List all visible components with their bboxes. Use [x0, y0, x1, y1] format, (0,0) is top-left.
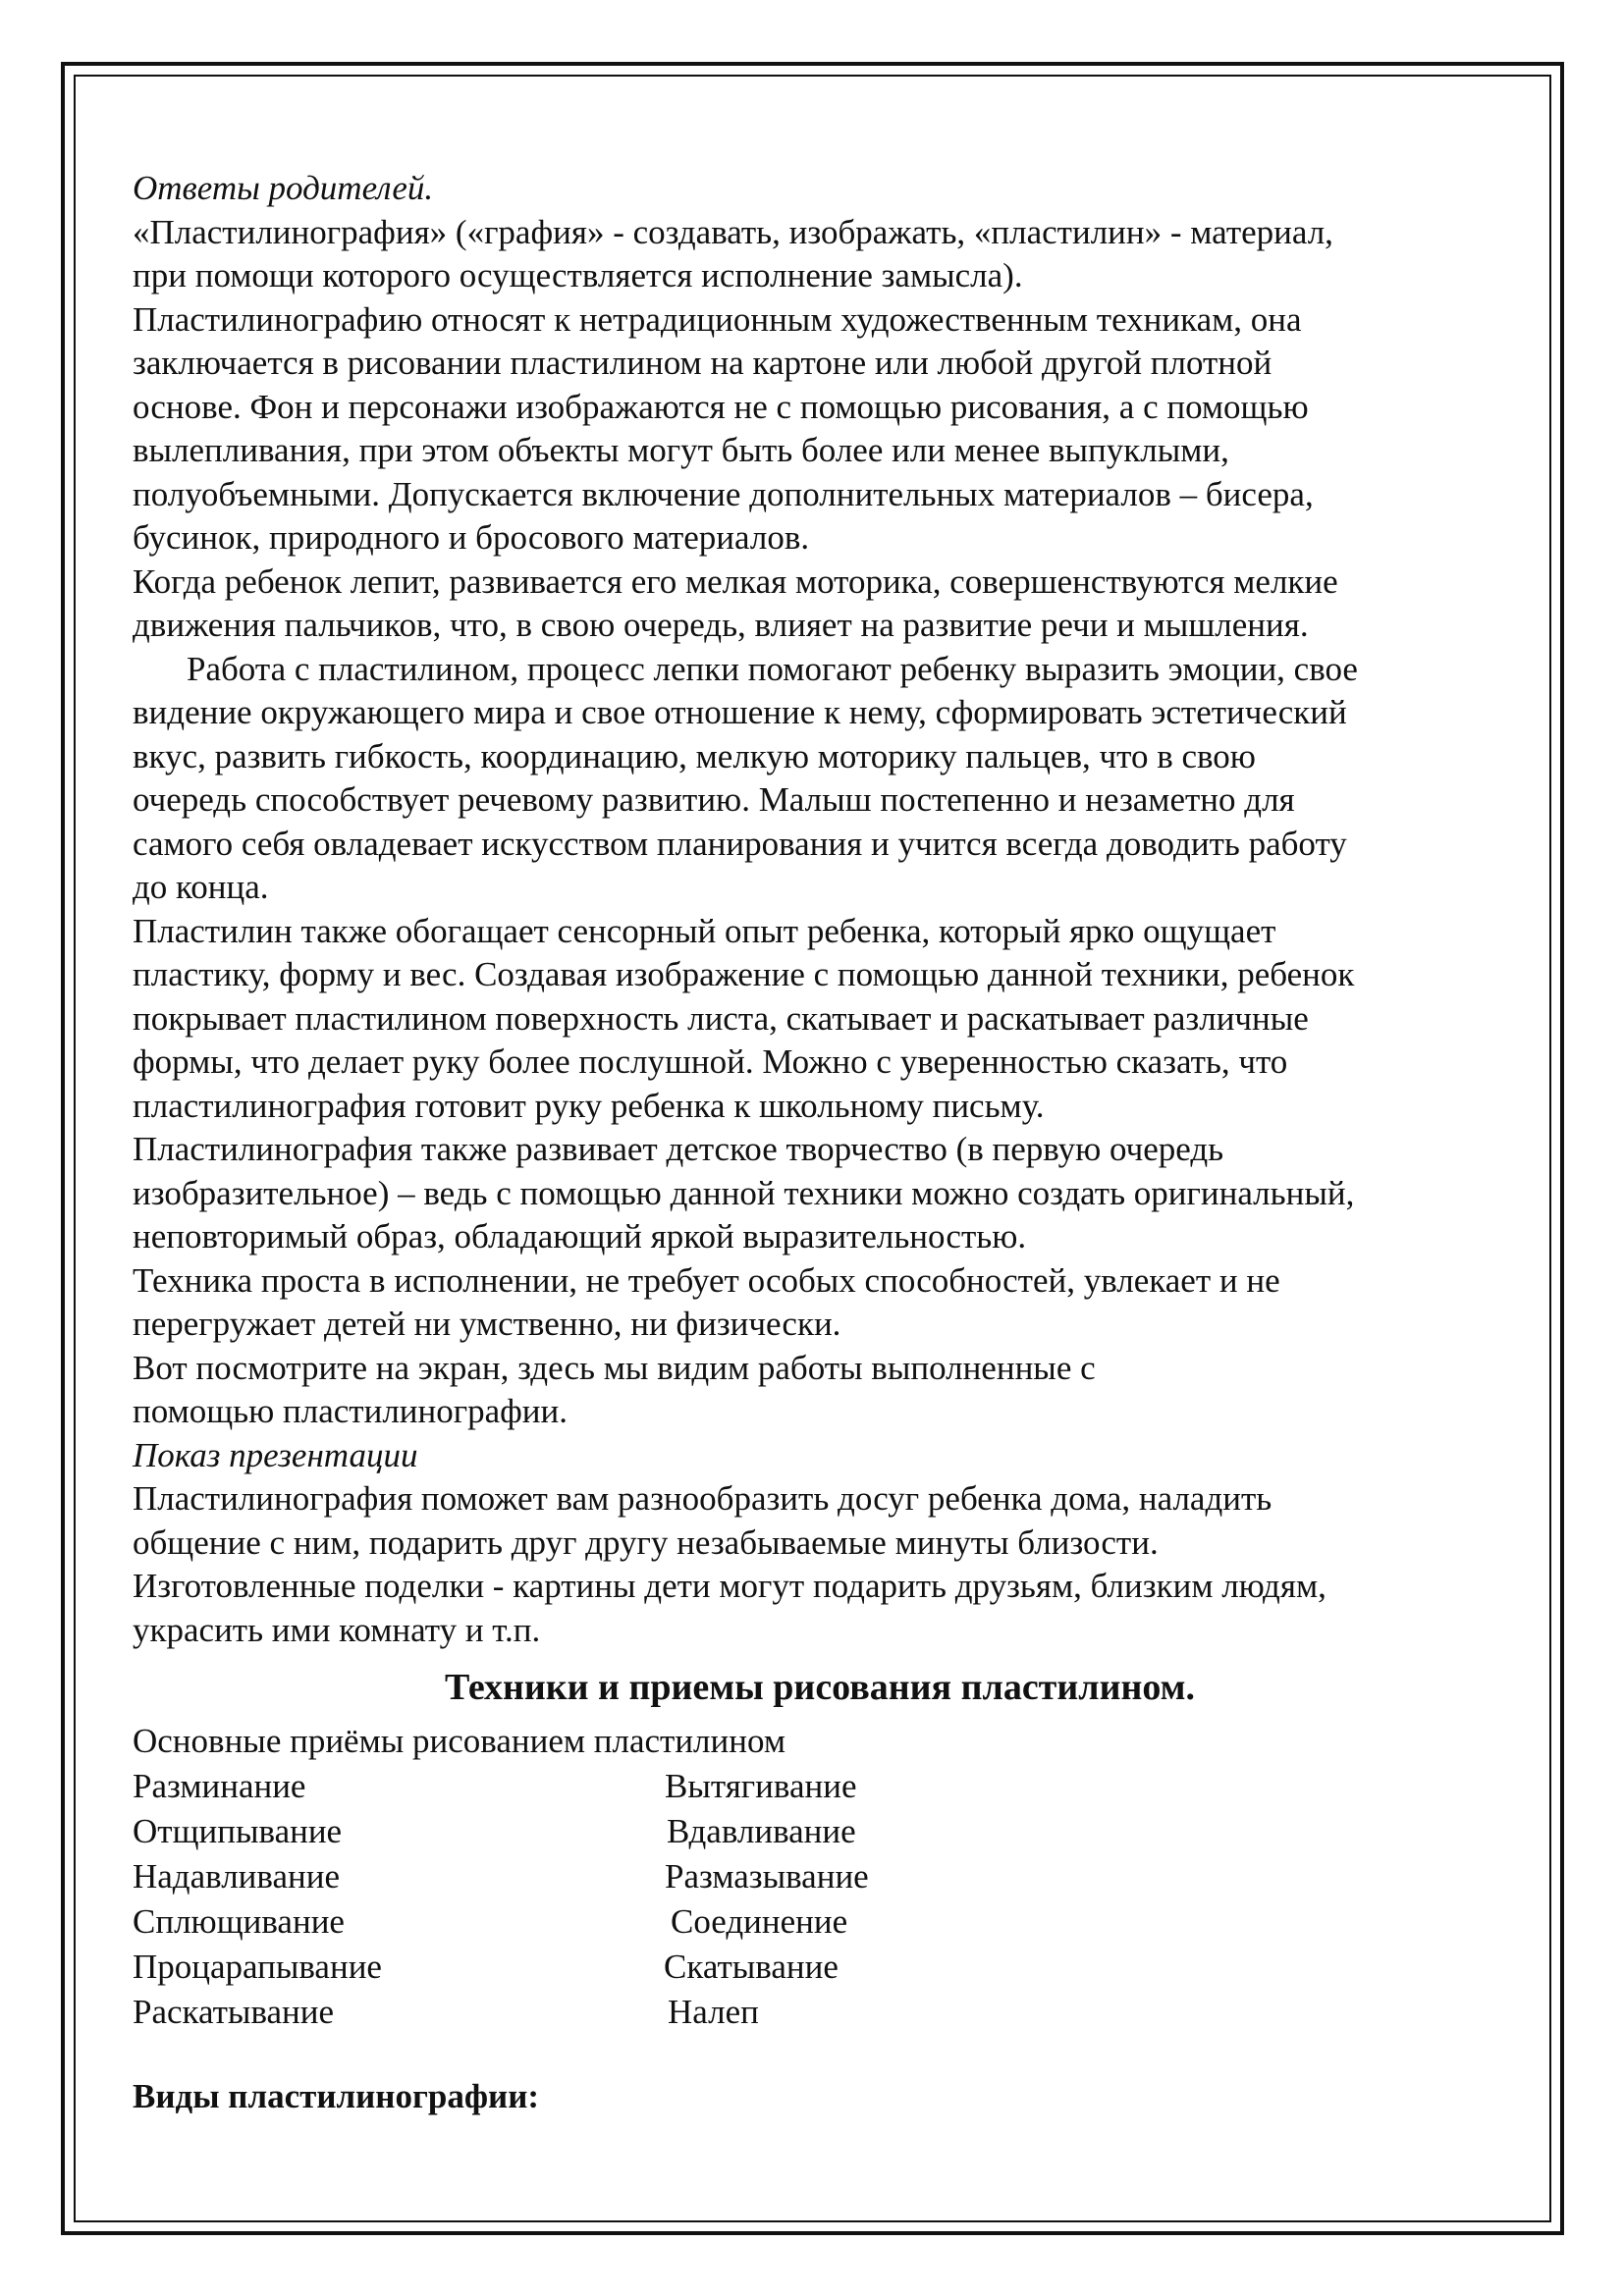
- technique-right-item: Вытягивание: [665, 1767, 857, 1805]
- paragraph-line: перегружает детей ни умственно, ни физически.: [133, 1305, 841, 1343]
- paragraph-line: пластику, форму и вес. Создавая изображение с помощью данной техники, ребенок: [133, 955, 1355, 993]
- paragraph-line: очередь способствует речевому развитию. Малыш постепенно и незаметно для: [133, 780, 1295, 819]
- technique-left-item: Отщипывание: [133, 1812, 343, 1850]
- paragraph-line: полуобъемными. Допускается включение дополнительных материалов – бисера,: [133, 474, 1314, 513]
- paragraph-line: Пластилинографию относят к нетрадиционным художественным техникам, она: [133, 299, 1302, 339]
- paragraph-line: формы, что делает руку более послушной. Можно с уверенностью сказать, что: [133, 1042, 1288, 1081]
- technique-right-item: Вдавливание: [667, 1812, 856, 1850]
- paragraph-line: основе. Фон и персонажи изображаются не с помощью рисования, а с помощью: [133, 387, 1309, 426]
- document-body: [133, 167, 1507, 1652]
- technique-left-item: Разминание: [133, 1767, 306, 1805]
- technique-left-item: Процарапывание: [133, 1948, 382, 1986]
- technique-right-item: Скатывание: [664, 1948, 839, 1986]
- technique-right-item: Соединение: [671, 1902, 848, 1941]
- paragraph-line: вкус, развить гибкость, координацию, мелкую моторику пальцев, что в свою: [133, 736, 1256, 775]
- paragraph-line: Техника проста в исполнении, не требует особых способностей, увлекает и не: [133, 1260, 1280, 1300]
- technique-left-item: Сплющивание: [133, 1902, 345, 1941]
- paragraph-line: видение окружающего мира и свое отношение к нему, сформировать эстетический: [133, 693, 1347, 731]
- paragraph-line: пластилинография готовит руку ребенка к школьному письму.: [133, 1086, 1045, 1125]
- paragraph-line: бусинок, природного и бросового материалов.: [133, 518, 810, 557]
- paragraph-line: неповторимый образ, обладающий яркой выразительностью.: [133, 1217, 1027, 1255]
- presentation-label: Показ презентации: [133, 1435, 418, 1474]
- paragraph-line: заключается в рисовании пластилином на картоне или любой другой плотной: [133, 344, 1272, 382]
- paragraph-line: Работа с пластилином, процесс лепки помогают ребенку выразить эмоции, свое: [187, 649, 1358, 688]
- technique-right-item: Размазывание: [665, 1857, 869, 1896]
- section-heading: Техники и приемы рисования пластилином.: [444, 1667, 1196, 1708]
- parents-answers-label: Ответы родителей.: [133, 169, 434, 207]
- paragraph-line: «Пластилинография» («графия» - создавать, изображать, «пластилин» - материал,: [133, 212, 1333, 251]
- paragraph-line: при помощи которого осуществляется исполнение замысла).: [133, 256, 1023, 294]
- paragraph-line: Когда ребенок лепит, развивается его мелкая моторика, совершенствуются мелкие: [133, 561, 1338, 601]
- paragraph-line: до конца.: [133, 868, 269, 906]
- technique-left-item: Раскатывание: [133, 1993, 335, 2031]
- technique-left-item: Надавливание: [133, 1857, 341, 1896]
- paragraph-line: Вот посмотрите на экран, здесь мы видим работы выполненные с: [133, 1348, 1096, 1387]
- types-heading: Виды пластилинографии:: [133, 2077, 540, 2115]
- paragraph-line: Пластилинография также развивает детское творчество (в первую очередь: [133, 1130, 1224, 1168]
- paragraph-line: общение с ним, подарить друг другу незабываемые минуты близости.: [133, 1522, 1159, 1562]
- paragraph-line: Пластилинография поможет вам разнообразить досуг ребенка дома, наладить: [133, 1479, 1272, 1518]
- paragraph-line: Изготовленные поделки - картины дети могут подарить друзьям, близким людям,: [133, 1567, 1326, 1605]
- paragraph-line: вылепливания, при этом объекты могут быть более или менее выпуклыми,: [133, 431, 1229, 469]
- paragraph-line: покрывает пластилином поверхность листа, скатывает и раскатывает различные: [133, 998, 1309, 1038]
- paragraph-line: движения пальчиков, что, в свою очередь, влияет на развитие речи и мышления.: [133, 606, 1309, 644]
- technique-right-item: Налеп: [668, 1993, 759, 2031]
- paragraph-line: Пластилин также обогащает сенсорный опыт ребенка, который ярко ощущает: [133, 911, 1276, 950]
- paragraph-line: изобразительное) – ведь с помощью данной техники можно создать оригинальный,: [133, 1173, 1355, 1212]
- techniques-intro: Основные приёмы рисованием пластилином: [133, 1722, 785, 1760]
- paragraph-line: украсить ими комнату и т.п.: [133, 1610, 541, 1649]
- paragraph-line: помощью пластилинографии.: [133, 1392, 568, 1430]
- paragraph-line: самого себя овладевает искусством планирования и учится всегда доводить работу: [133, 824, 1347, 863]
